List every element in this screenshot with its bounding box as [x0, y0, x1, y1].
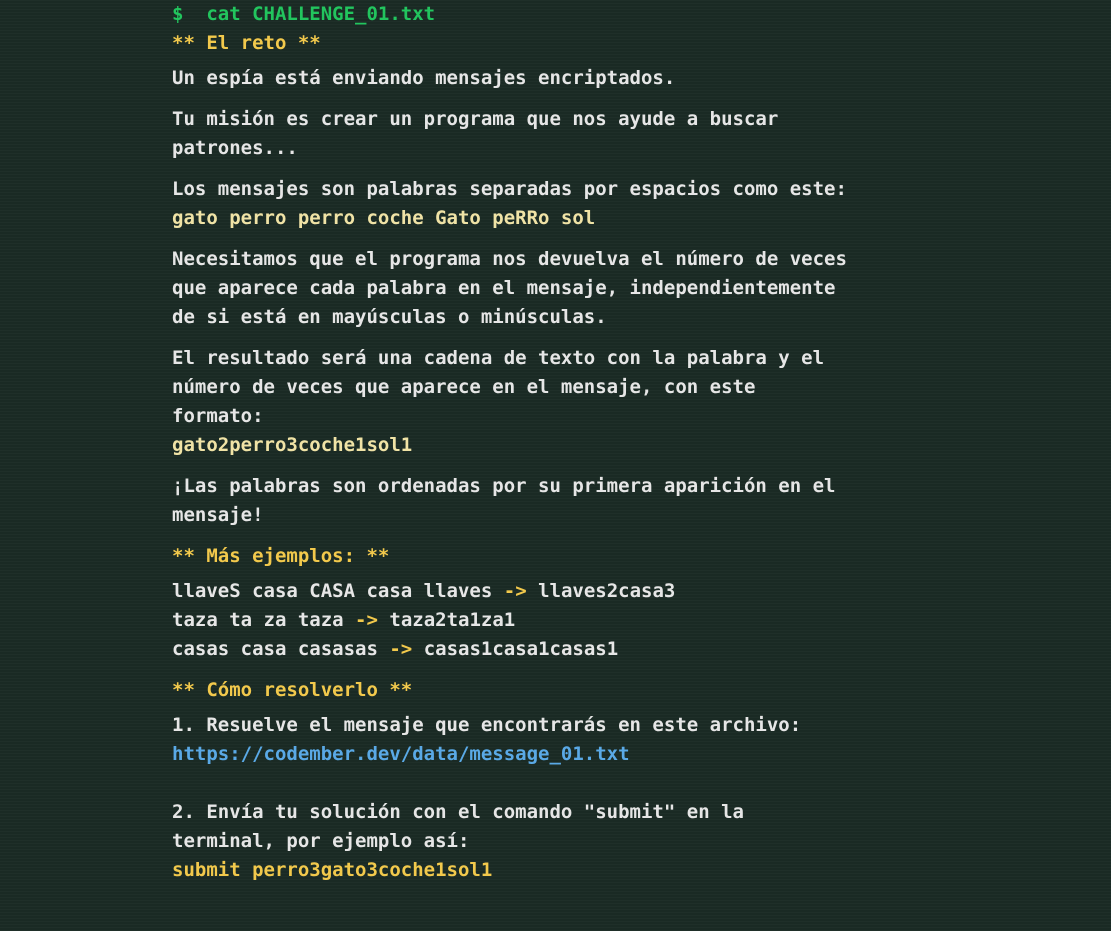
result-line: El resultado será una cadena de texto con la palabra y el — [172, 347, 825, 369]
example-input: casas casa casasas — [172, 638, 378, 660]
example-input: taza ta za taza — [172, 609, 344, 631]
arrow-icon: -> — [503, 580, 527, 602]
intro-text: Un espía está enviando mensajes encriptados. — [172, 67, 676, 89]
command-prompt-line — [172, 0, 932, 29]
need-paragraph — [172, 245, 932, 332]
mission-line: patrones... — [172, 137, 298, 159]
example-output: llaves2casa3 — [538, 580, 676, 602]
order-line: ¡Las palabras son ordenadas por su primera aparición en el — [172, 475, 836, 497]
step-two: terminal, por ejemplo así: — [172, 830, 470, 852]
example-item — [172, 606, 932, 635]
example-output: taza2ta1za1 — [389, 609, 516, 631]
step-two: 2. Envía tu solución con el comando "submit" en la — [172, 801, 744, 823]
examples-heading: ** Más ejemplos: ** — [172, 545, 390, 567]
step-one: 1. Resuelve el mensaje que encontrarás en este archivo: — [172, 714, 802, 736]
example-item — [172, 577, 932, 606]
example-input: llaveS casa CASA casa llaves — [172, 580, 493, 602]
need-line: de si está en mayúsculas o minúsculas. — [172, 306, 607, 328]
terminal-output — [172, 0, 932, 885]
arrow-icon: -> — [389, 638, 413, 660]
order-line: mensaje! — [172, 504, 264, 526]
result-paragraph — [172, 344, 932, 460]
message-file-link[interactable]: https://codember.dev/data/message_01.txt — [172, 743, 630, 765]
howto-steps — [172, 711, 932, 885]
command-text: cat CHALLENGE_01.txt — [206, 3, 436, 25]
example-output: casas1casa1casas1 — [423, 638, 619, 660]
prompt-symbol: $ — [172, 3, 184, 25]
mission-paragraph — [172, 105, 932, 163]
arrow-icon: -> — [355, 609, 378, 631]
messages-paragraph — [172, 175, 932, 233]
result-line: formato: — [172, 405, 264, 427]
mission-line: Tu misión es crear un programa que nos ayude a buscar — [172, 108, 779, 130]
examples-list — [172, 577, 932, 664]
need-line: Necesitamos que el programa nos devuelva el número de veces — [172, 248, 847, 270]
submit-example: submit perro3gato3coche1sol1 — [172, 859, 493, 881]
result-line: número de veces que aparece en el mensaje, con este — [172, 376, 756, 398]
order-paragraph — [172, 472, 932, 530]
howto-heading: ** Cómo resolverlo ** — [172, 679, 413, 701]
sample-message: gato perro perro coche Gato peRRo sol — [172, 207, 596, 229]
example-item — [172, 635, 932, 664]
challenge-heading: ** El reto ** — [172, 32, 321, 54]
need-line: que aparece cada palabra en el mensaje, independientemente — [172, 277, 836, 299]
sample-output: gato2perro3coche1sol1 — [172, 434, 413, 456]
messages-description: Los mensajes son palabras separadas por espacios como este: — [172, 178, 847, 200]
blank-line — [172, 769, 932, 798]
